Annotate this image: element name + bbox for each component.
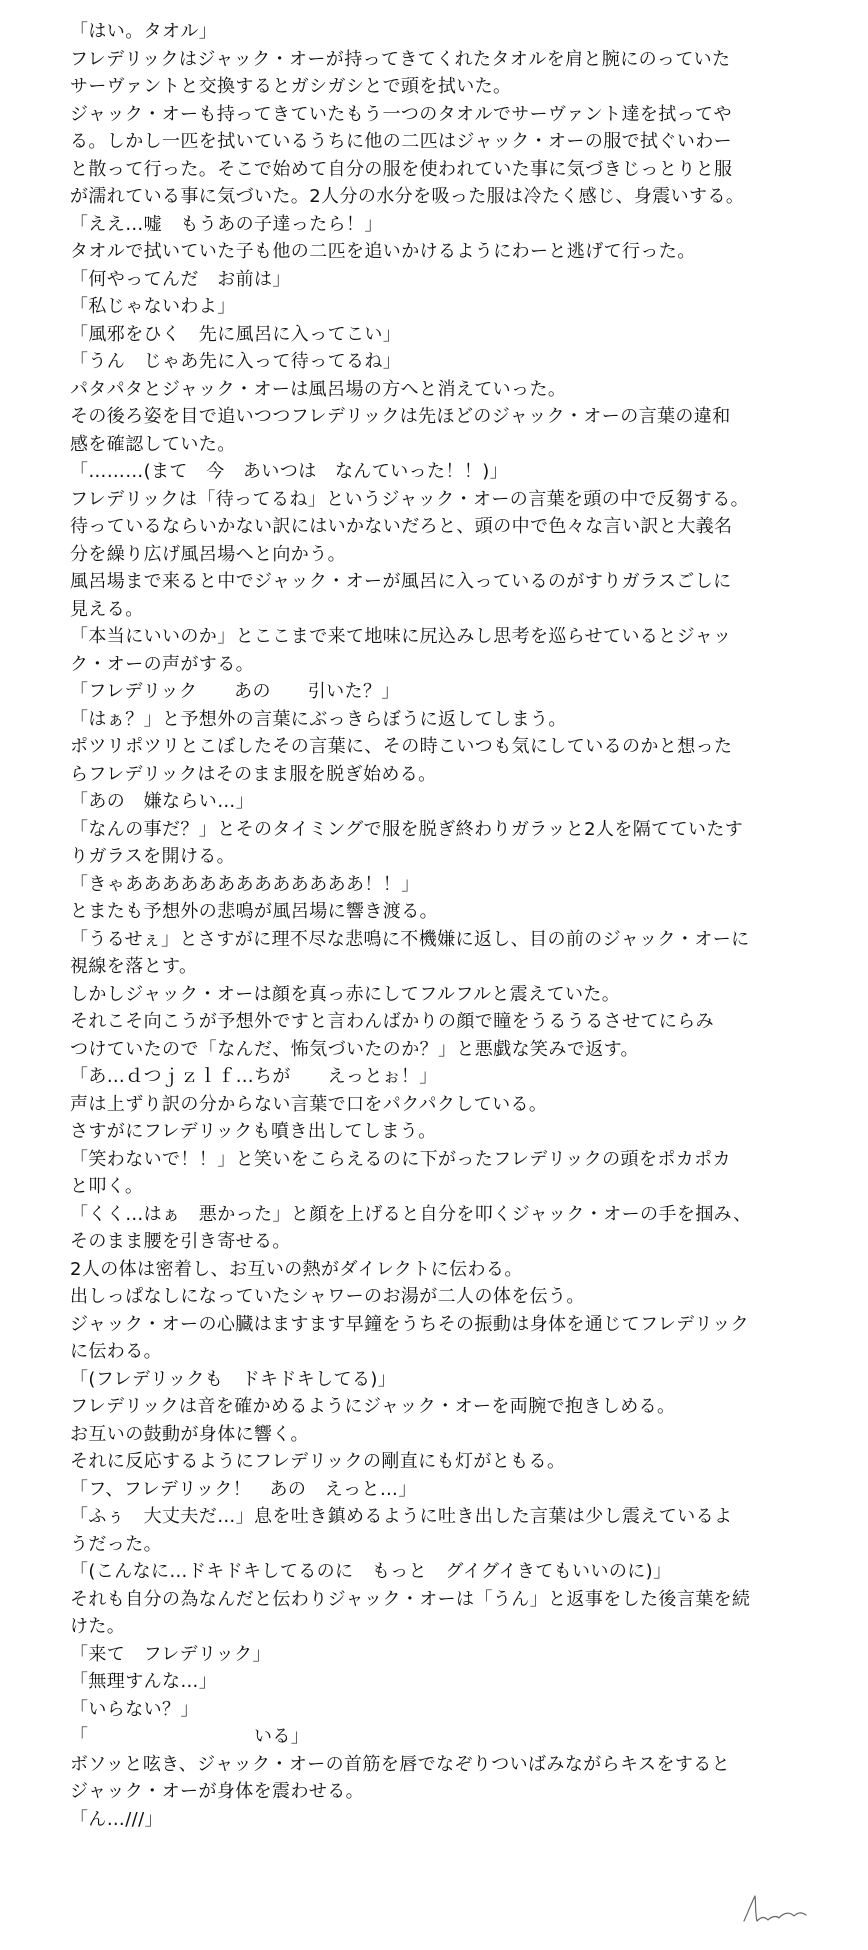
text-line: パタパタとジャック・オーは風呂場の方へと消えていった。	[70, 378, 567, 400]
text-line: 「いらない？」	[70, 1698, 199, 1720]
text-line: 分を繰り広げ風呂場へと向かう。	[70, 543, 346, 565]
text-line: に伝わる。	[70, 1341, 162, 1362]
text-line: 「あの 嫌ならい…」	[70, 791, 254, 812]
text-line: 出しっぱなしになっていたシャワーのお湯が二人の体を伝う。	[70, 1286, 585, 1307]
text-line: そのまま腰を引き寄せる。	[70, 1231, 291, 1252]
text-line: 視線を落とす。	[70, 956, 198, 977]
text-line: 「くく…はぁ 悪かった」と顔を上げると自分を叩くジャック・オーの手を掴み、	[70, 1203, 752, 1225]
text-line: らフレデリックはそのまま服を脱ぎ始める。	[70, 763, 437, 785]
text-line: 「(フレデリックも ドキドキしてる)」	[70, 1368, 397, 1390]
text-line: と散って行った。そこで始めて自分の服を使われていた事に気づきじっとりと服	[70, 158, 733, 180]
text-line: 「はぁ？」と予想外の言葉にぶっきらぼうに返してしまう。	[70, 708, 567, 730]
text-line: りガラスを開ける。	[70, 846, 236, 867]
text-line: サーヴァントと交換するとガシガシとで頭を拭いた。	[70, 76, 512, 97]
text-line: ク・オーの声がする。	[70, 653, 254, 675]
text-line: 2人の体は密着し、お互いの熱がダイレクトに伝わる。	[70, 1258, 523, 1280]
handwritten-signature-icon	[740, 1890, 810, 1926]
text-line: 「うん じゃあ先に入って待ってるね」	[70, 351, 402, 372]
text-line: その後ろ姿を目で追いつつフレデリックは先ほどのジャック・オーの言葉の違和	[70, 406, 731, 427]
text-line: しかしジャック・オーは顔を真っ赤にしてフルフルと震えていた。	[70, 983, 621, 1005]
text-line: ジャック・オーの心臓はますます早鐘をうちその振動は身体を通じてフレデリック	[70, 1313, 749, 1335]
text-line: 「あ…ｄつｊｚｌｆ…ちが えっとぉ！」	[70, 1066, 438, 1087]
text-line: 「本当にいいのか」とここまで来て地味に尻込みし思考を巡らせているとジャッ	[70, 626, 732, 647]
text-line: 「フ、フレデリック！ あの えっと…」	[70, 1478, 417, 1500]
document-body	[70, 18, 830, 1833]
text-line: お互いの鼓動が身体に響く。	[70, 1423, 309, 1445]
text-line: とまたも予想外の悲鳴が風呂場に響き渡る。	[70, 901, 438, 922]
text-line: けた。	[70, 1616, 126, 1637]
text-line: ジャック・オーも持ってきていたもう一つのタオルでサーヴァント達を拭ってや	[70, 103, 732, 125]
text-line: 「来て フレデリック」	[70, 1643, 271, 1665]
text-line: 「何やってんだ お前は」	[70, 268, 291, 290]
text-line: 声は上ずり訳の分からない言葉で口をパクパクしている。	[70, 1093, 548, 1115]
text-line: 「うるせぇ」とさすがに理不尽な悲鳴に不機嫌に返し、目の前のジャック・オーに	[70, 928, 750, 950]
text-line: フレデリックはジャック・オーが持ってきてくれたタオルを肩と腕にのっていた	[70, 48, 731, 70]
text-line: る。しかし一匹を拭いているうちに他の二匹はジャック・オーの服で拭ぐいわー	[70, 131, 733, 152]
text-line: フレデリックは「待ってるね」というジャック・オーの言葉を頭の中で反芻する。	[70, 488, 749, 510]
text-line: 待っているならいかない訳にはいかないだろと、頭の中で色々な言い訳と大義名	[70, 516, 733, 537]
text-line: 「ええ…嘘 もうあの子達ったら！」	[70, 213, 383, 235]
text-line: それも自分の為なんだと伝わりジャック・オーは「うん」と返事をした後言葉を続	[70, 1588, 751, 1610]
text-line: 「ふぅ 大丈夫だ…」息を吐き鎮めるように吐き出した言葉は少し震えているよ	[70, 1506, 733, 1527]
text-line: 「私じゃないわよ」	[70, 296, 236, 317]
text-line: それこそ向こうが予想外ですと言わんばかりの顔で瞳をうるうるさせてにらみ	[70, 1011, 714, 1032]
text-line: うだった。	[70, 1533, 162, 1555]
text-line: 風呂場まで来ると中でジャック・オーが風呂に入っているのがすりガラスごしに	[70, 571, 732, 592]
text-line: 「ん…///」	[70, 1808, 163, 1830]
text-line: 「風邪をひく 先に風呂に入ってこい」	[70, 323, 402, 345]
text-line: と叩く。	[70, 1176, 144, 1197]
text-line: 「無理すんな…」	[70, 1671, 218, 1692]
text-line: 見える。	[70, 598, 144, 620]
text-line: 「なんの事だ？」とそのタイミングで服を脱ぎ終わりガラッと2人を隔てていたす	[70, 818, 744, 840]
text-line: タオルで拭いていた子も他の二匹を追いかけるようにわーと逃げて行った。	[70, 241, 696, 262]
text-line: が濡れている事に気づいた。2人分の水分を吸った服は冷たく感じ、身震いする。	[70, 186, 745, 207]
text-line: 「………(まて 今 あいつは なんていった！！)」	[70, 461, 509, 482]
text-line: 「フレデリック あの 引いた？」	[70, 681, 400, 702]
text-line: 「きゃあああああああああああああ！！」	[70, 873, 420, 895]
text-line: さすがにフレデリックも噴き出してしまう。	[70, 1121, 437, 1142]
text-line: それに反応するようにフレデリックの剛直にも灯がともる。	[70, 1451, 566, 1472]
text-line: フレデリックは音を確かめるようにジャック・オーを両腕で抱きしめる。	[70, 1396, 676, 1417]
text-line: 「(こんなに…ドキドキしてるのに もっと グイグイきてもいいのに)」	[70, 1561, 672, 1582]
text-line: 感を確認していた。	[70, 433, 236, 455]
text-line: 「 いる」	[70, 1726, 310, 1747]
text-line: 「はい。タオル」	[70, 21, 218, 42]
text-line: 「笑わないで！！」と笑いをこらえるのに下がったフレデリックの頭をポカポカ	[70, 1148, 731, 1170]
text-line: ポツリポツリとこぼしたその言葉に、その時こいつも気にしているのかと想った	[70, 736, 733, 757]
text-line: ジャック・オーが身体を震わせる。	[70, 1781, 365, 1802]
text-line: ボソッと呟き、ジャック・オーの首筋を唇でなぞりついばみながらキスをすると	[70, 1753, 731, 1775]
text-line: つけていたので「なんだ、怖気づいたのか？」と悪戯な笑みで返す。	[70, 1038, 639, 1060]
